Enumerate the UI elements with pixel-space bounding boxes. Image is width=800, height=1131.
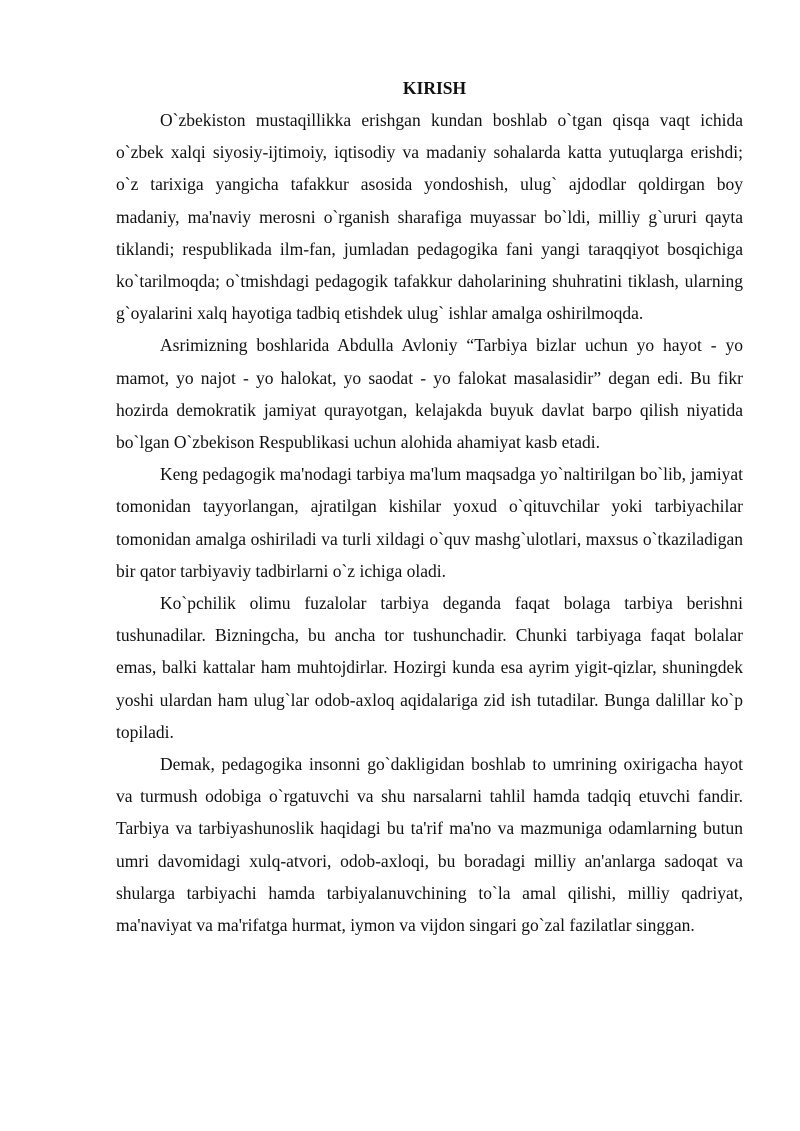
paragraph-5: Demak, pedagogika insonni go`dakligidan boshlab to umrining oxirigacha hayot va turmush odobiga o`rgatuvchi va shu narsalarni tahlil hamda tadqiq etuvchi fandir. Tarbiya va tarbiyashunoslik haqidagi bu ta'rif ma'no va mazmuniga odamlarning butun umri davomidagi xulq-atvori, odob-axloqi, bu boradagi milliy an'anlarga sadoqat va shularga tarbiyachi hamda tarbiyalanuvchining to`la amal qilishi, milliy qadriyat, ma'naviyat va ma'rifatga hurmat, iymon va vijdon singari go`zal fazilatlar singgan.	[116, 754, 743, 936]
paragraph-1: O`zbekiston mustaqillikka erishgan kundan boshlab o`tgan qisqa vaqt ichida o`zbek xalqi siyosiy-ijtimoiy, iqtisodiy va madaniy sohalarda katta yutuqlarga erishdi; o`z tarixiga yangicha tafakkur asosida yondoshish, ulug` ajdodlar qoldirgan boy madaniy, ma'naviy merosni o`rganish sharafiga muyassar bo`ldi, milliy g`ururi qayta tiklandi; respublikada ilm-fan, jumladan pedagogika fani yangi taraqqiyot bosqichiga ko`tarilmoqda; o`tmishdagi pedagogik tafakkur daholarining shuhratini tiklash, ularning g`oyalarini xalq hayotiga tadbiq etishdek ulug` ishlar amalga oshirilmoqda.	[116, 110, 743, 324]
paragraph-3: Keng pedagogik ma'nodagi tarbiya ma'lum maqsadga yo`naltirilgan bo`lib, jamiyat tomonidan tayyorlangan, ajratilgan kishilar yoxud o`qituvchilar yoki tarbiyachilar tomonidan amalga oshiriladi va turli xildagi o`quv mashg`ulotlari, maxsus o`tkaziladigan bir qator tarbiyaviy tadbirlarni o`z ichiga oladi.	[116, 464, 743, 581]
paragraph-2: Asrimizning boshlarida Abdulla Avloniy “Tarbiya bizlar uchun yo hayot - yo mamot, yo najot - yo halokat, yo saodat - yo falokat masalasidir” degan edi. Bu fikr hozirda demokratik jamiyat qurayotgan, kelajakda buyuk davlat barpo qilish niyatida bo`lgan O`zbekison Respublikasi uchun alohida ahamiyat kasb etadi.	[116, 335, 743, 453]
page-title: KIRISH	[402, 78, 467, 98]
paragraph-4: Ko`pchilik olimu fuzalolar tarbiya deganda faqat bolaga tarbiya berishni tushunadilar. Bizningcha, bu ancha tor tushunchadir. Chunki tarbiyaga faqat bolalar emas, balki kattalar ham muhtojdirlar. Hozirgi kunda esa ayrim yigit-qizlar, shuningdek yoshi ulardan ham ulug`lar odob-axloq aqidalariga zid ish tutadilar. Bunga dalillar ko`p topiladi.	[116, 593, 743, 742]
